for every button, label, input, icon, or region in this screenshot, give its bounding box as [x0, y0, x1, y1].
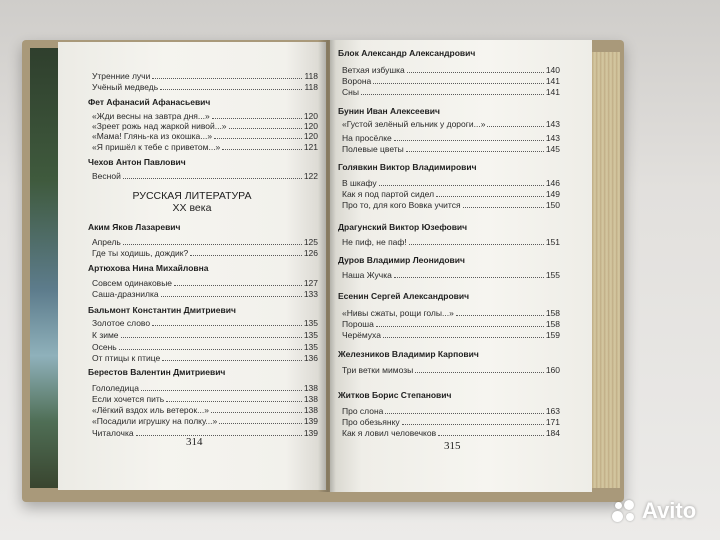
toc-entry [342, 144, 560, 154]
toc-entry-page: 122 [303, 171, 318, 181]
toc-entry [342, 417, 560, 427]
toc-author: Аким Яков Лазаревич [88, 222, 181, 232]
toc-entry-page: 118 [304, 71, 318, 81]
toc-entry-page: 140 [545, 65, 560, 75]
toc-author: Житков Борис Степанович [338, 390, 452, 400]
toc-leader-dots [487, 120, 543, 127]
toc-entry-title: Сны [342, 87, 359, 97]
toc-entry-page: 149 [545, 189, 560, 199]
toc-author: Фет Афанасий Афанасьевич [88, 97, 211, 107]
toc-entry [342, 65, 560, 75]
toc-entry [92, 330, 318, 340]
toc-entry [342, 119, 560, 129]
toc-entry-page: 163 [545, 406, 560, 416]
toc-entry [342, 237, 560, 247]
toc-entry [92, 111, 318, 121]
toc-leader-dots [141, 384, 302, 391]
toc-entry-title: «Жди весны на завтра дня...» [92, 111, 210, 121]
toc-entry-title: «Лёгкий вздох иль ветерок...» [92, 405, 209, 415]
toc-entry-title: На просёлке [342, 133, 392, 143]
toc-author: Бальмонт Константин Дмитриевич [88, 305, 236, 315]
toc-entry [342, 428, 560, 438]
toc-entry-page: 136 [303, 353, 318, 363]
toc-leader-dots [463, 201, 544, 208]
toc-entry-title: К зиме [92, 330, 119, 340]
toc-entry-title: Золотое слово [92, 318, 151, 328]
toc-entry [342, 87, 560, 97]
toc-entry-page: 159 [545, 330, 560, 340]
toc-leader-dots [152, 72, 302, 79]
toc-entry-page: 138 [303, 394, 318, 404]
toc-entry [92, 82, 318, 92]
toc-entry-page: 141 [545, 76, 560, 86]
toc-leader-dots [214, 132, 302, 139]
toc-leader-dots [152, 319, 302, 326]
toc-entry [92, 71, 318, 81]
toc-entry [92, 405, 318, 415]
section-heading-line2: XX века [172, 202, 212, 214]
toc-leader-dots [379, 179, 544, 186]
toc-entry [92, 383, 318, 393]
toc-author: Берестов Валентин Дмитриевич [88, 367, 226, 377]
toc-entry-title: Если хочется пить [92, 394, 165, 404]
toc-entry-page: 158 [545, 308, 560, 318]
toc-entry-page: 160 [545, 365, 560, 375]
toc-leader-dots [123, 238, 302, 245]
toc-entry [92, 416, 318, 426]
toc-entry [92, 394, 318, 404]
toc-entry-title: Утренние лучи [92, 71, 151, 81]
page-number-left: 314 [186, 436, 203, 448]
toc-entry-title: В шкафу [342, 178, 377, 188]
toc-entry [92, 121, 318, 131]
toc-entry-title: Саша-дразнилка [92, 289, 159, 299]
toc-author: Блок Александр Александрович [338, 48, 476, 58]
toc-entry [92, 131, 318, 141]
toc-entry [92, 171, 318, 181]
toc-entry-title: Про обезьянку [342, 417, 400, 427]
toc-entry-title: От птицы к птице [92, 353, 161, 363]
toc-entry [92, 278, 318, 288]
toc-entry-page: 121 [303, 142, 318, 152]
toc-leader-dots [361, 88, 544, 95]
toc-entry-page: 120 [303, 131, 318, 141]
toc-entry-page: 126 [303, 248, 318, 258]
toc-entry-page: 141 [545, 87, 560, 97]
toc-leader-dots [119, 343, 302, 350]
toc-leader-dots [394, 271, 544, 278]
toc-entry-title: Осень [92, 342, 117, 352]
toc-entry-title: «Я пришёл к тебе с приветом...» [92, 142, 221, 152]
toc-leader-dots [438, 429, 544, 436]
toc-entry-title: Про слона [342, 406, 384, 416]
toc-entry [92, 342, 318, 352]
toc-entry-page: 138 [303, 405, 318, 415]
toc-entry-title: Полевые цветы [342, 144, 404, 154]
toc-author: Железников Владимир Карпович [338, 349, 479, 359]
toc-leader-dots [219, 417, 302, 424]
toc-leader-dots [402, 418, 544, 425]
toc-entry [342, 76, 560, 86]
section-heading [58, 190, 326, 214]
toc-entry-title: «Мама! Глянь-ка из окошка...» [92, 131, 213, 141]
toc-entry-page: 135 [303, 318, 318, 328]
toc-entry-title: Где ты ходишь, дождик? [92, 248, 189, 258]
toc-entry-page: 139 [303, 428, 318, 438]
toc-entry-title: Ворона [342, 76, 372, 86]
toc-entry-page: 143 [545, 119, 560, 129]
toc-entry [342, 406, 560, 416]
toc-leader-dots [383, 331, 544, 338]
toc-author: Бунин Иван Алексеевич [338, 106, 440, 116]
toc-entry-page: 184 [545, 428, 560, 438]
toc-entry-page: 135 [303, 342, 318, 352]
toc-entry-page: 155 [545, 270, 560, 280]
toc-entry-title: Гололедица [92, 383, 139, 393]
toc-entry-page: 127 [303, 278, 318, 288]
page-number-right: 315 [444, 440, 461, 452]
toc-author: Драгунский Виктор Юзефович [338, 222, 468, 232]
toc-entry-page: 158 [545, 319, 560, 329]
toc-leader-dots [166, 395, 302, 402]
toc-entry-title: Совсем одинаковые [92, 278, 173, 288]
toc-entry [342, 365, 560, 375]
toc-entry-title: Как я под партой сидел [342, 189, 435, 199]
toc-leader-dots [222, 143, 302, 150]
toc-entry-page: 143 [545, 133, 560, 143]
toc-entry [342, 270, 560, 280]
toc-leader-dots [162, 354, 302, 361]
toc-entry-page: 146 [545, 178, 560, 188]
toc-entry-page: 145 [545, 144, 560, 154]
toc-entry-page: 151 [545, 237, 560, 247]
toc-entry-title: «Густой зелёный ельник у дороги...» [342, 119, 486, 129]
toc-leader-dots [385, 407, 543, 414]
toc-entry [342, 319, 560, 329]
toc-entry-page: 120 [303, 111, 318, 121]
toc-leader-dots [394, 134, 544, 141]
toc-leader-dots [409, 238, 544, 245]
toc-entry-title: «Посадили игрушку на полку...» [92, 416, 218, 426]
toc-leader-dots [211, 406, 302, 413]
toc-entry-page: 120 [303, 121, 318, 131]
watermark-text: Avito [642, 498, 697, 523]
toc-entry [342, 200, 560, 210]
toc-leader-dots [436, 190, 544, 197]
toc-leader-dots [160, 83, 302, 90]
toc-entry [92, 237, 318, 247]
toc-entry [92, 353, 318, 363]
toc-entry-title: Не пиф, не паф! [342, 237, 407, 247]
section-heading-line1: РУССКАЯ ЛИТЕРАТУРА [132, 190, 252, 202]
toc-entry [342, 308, 560, 318]
toc-leader-dots [174, 279, 302, 286]
toc-entry [342, 178, 560, 188]
toc-entry-page: 171 [545, 417, 560, 427]
toc-entry-title: Три ветки мимозы [342, 365, 414, 375]
toc-entry-title: Читалочка [92, 428, 134, 438]
toc-entry-title: Весной [92, 171, 121, 181]
toc-entry-title: Черёмуха [342, 330, 381, 340]
toc-author: Голявкин Виктор Владимирович [338, 162, 477, 172]
toc-author: Артюхова Нина Михайловна [88, 263, 209, 273]
toc-leader-dots [376, 320, 544, 327]
toc-entry-title: Как я ловил человечков [342, 428, 437, 438]
toc-leader-dots [407, 66, 544, 73]
toc-entry-page: 138 [303, 383, 318, 393]
toc-leader-dots [190, 249, 302, 256]
toc-entry [342, 189, 560, 199]
toc-entry [342, 330, 560, 340]
toc-entry-page: 139 [303, 416, 318, 426]
toc-author: Чехов Антон Павлович [88, 157, 186, 167]
toc-entry-title: «Зреет рожь над жаркой нивой...» [92, 121, 227, 131]
book-gutter [318, 40, 336, 492]
avito-logo-icon [612, 498, 638, 524]
toc-entry-title: Учёный медведь [92, 82, 159, 92]
toc-leader-dots [121, 331, 302, 338]
toc-entry [92, 318, 318, 328]
toc-leader-dots [212, 112, 302, 119]
toc-entry-page: 135 [303, 330, 318, 340]
toc-leader-dots [161, 290, 302, 297]
toc-entry-title: Наша Жучка [342, 270, 392, 280]
toc-entry-title: Про то, для кого Вовка учится [342, 200, 461, 210]
toc-entry [92, 142, 318, 152]
toc-entry-page: 150 [545, 200, 560, 210]
toc-leader-dots [123, 172, 302, 179]
toc-entry-page: 118 [304, 82, 318, 92]
toc-entry [92, 428, 318, 438]
toc-entry-title: Пороша [342, 319, 374, 329]
toc-entry [92, 289, 318, 299]
watermark [612, 498, 696, 524]
toc-author: Дуров Владимир Леонидович [338, 255, 465, 265]
toc-author: Есенин Сергей Александрович [338, 291, 470, 301]
toc-leader-dots [229, 122, 302, 129]
toc-entry [342, 133, 560, 143]
toc-entry-title: Апрель [92, 237, 121, 247]
toc-leader-dots [373, 77, 544, 84]
toc-leader-dots [415, 366, 544, 373]
toc-leader-dots [406, 145, 544, 152]
toc-leader-dots [456, 309, 544, 316]
toc-entry-page: 133 [303, 289, 318, 299]
toc-entry-title: Ветхая избушка [342, 65, 405, 75]
toc-leader-dots [136, 429, 302, 436]
toc-entry-page: 125 [303, 237, 318, 247]
toc-entry [92, 248, 318, 258]
toc-entry-title: «Нивы сжаты, рощи голы...» [342, 308, 454, 318]
